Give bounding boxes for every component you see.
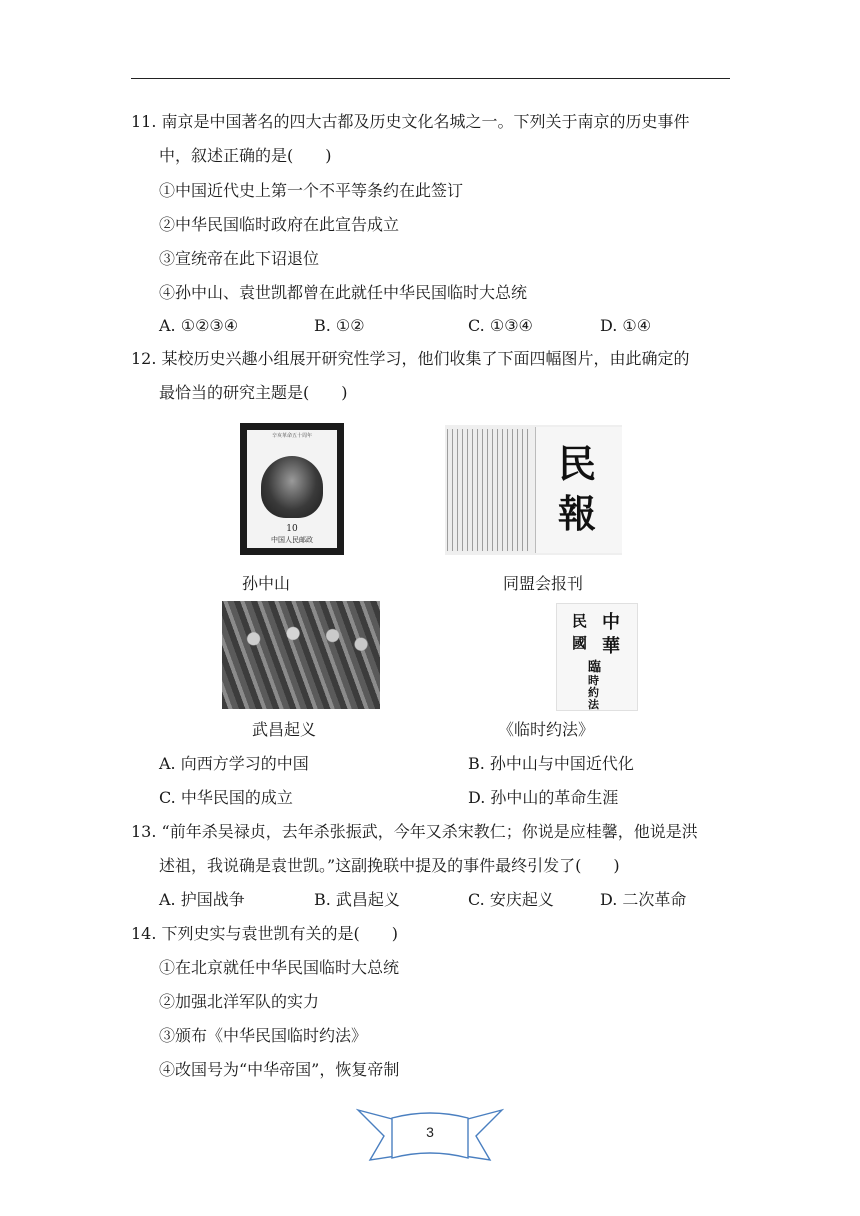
const-char-4: 國 — [572, 634, 588, 652]
q12-option-a: A. 向西方学习的中国 — [159, 754, 309, 773]
q14-stem-line-1: 14. 下列史实与袁世凯有关的是( ) — [131, 924, 399, 943]
q14-item-3: ③颁布《中华民国临时约法》 — [159, 1026, 368, 1045]
q14-item-4: ④改国号为“中华帝国”，恢复帝制 — [159, 1060, 400, 1079]
q11-option-b: B. ①② — [314, 316, 365, 335]
q11-option-c: C. ①③④ — [468, 316, 533, 335]
q11-stem-line-1: 11. 南京是中国著名的四大古都及历史文化名城之一。下列关于南京的历史事件 — [131, 112, 690, 131]
stamp-value: 10 — [286, 524, 298, 534]
const-char-7: 約 — [588, 686, 599, 699]
q14-item-1: ①在北京就任中华民国临时大总统 — [159, 958, 400, 977]
figure-caption-wuchang: 武昌起义 — [252, 720, 317, 739]
q12-stem-line-2: 最恰当的研究主题是( ) — [159, 383, 348, 402]
header-rule — [131, 78, 730, 79]
q11-item-3: ③宣统帝在此下诏退位 — [159, 249, 320, 268]
q13-stem-line-2: 述祖，我说确是袁世凯。”这副挽联中提及的事件最终引发了( ) — [159, 856, 620, 875]
q11-item-2: ②中华民国临时政府在此宣告成立 — [159, 215, 400, 234]
q12-option-c: C. 中华民国的成立 — [159, 788, 293, 807]
q13-option-c: C. 安庆起义 — [468, 890, 554, 909]
q11-item-4: ④孙中山、袁世凯都曾在此就任中华民国临时大总统 — [159, 283, 528, 302]
figure-caption-newspaper: 同盟会报刊 — [503, 574, 584, 593]
q11-option-a: A. ①②③④ — [159, 316, 239, 335]
q11-stem-line-2: 中，叙述正确的是( ) — [159, 146, 332, 165]
sun-yat-sen-stamp-image — [240, 423, 344, 555]
portrait — [261, 456, 323, 518]
wuchang-uprising-relief-image — [222, 601, 380, 709]
q12-stem-line-1: 12. 某校历史兴趣小组展开研究性学习，他们收集了下面四幅图片，由此确定的 — [131, 349, 690, 368]
const-char-3: 民 — [572, 612, 588, 630]
newspaper-text-columns — [447, 429, 529, 551]
page-number: 3 — [426, 1124, 434, 1140]
q13-option-b: B. 武昌起义 — [314, 890, 400, 909]
q11-option-d: D. ①④ — [600, 316, 652, 335]
provisional-constitution-image — [556, 603, 638, 711]
q13-stem-line-1: 13. “前年杀吴禄贞，去年杀张振武，今年又杀宋教仁；你说是应桂馨，他说是洪 — [131, 822, 698, 841]
const-char-6: 時 — [588, 674, 599, 687]
stamp-caption: 辛亥革命五十周年 — [271, 433, 312, 439]
q12-option-b: B. 孙中山与中国近代化 — [468, 754, 634, 773]
q11-item-1: ①中国近代史上第一个不平等条约在此签订 — [159, 181, 464, 200]
tongmenghui-newspaper-image — [445, 425, 622, 555]
newspaper-title-char-1: 民 — [557, 441, 596, 486]
q13-option-d: D. 二次革命 — [600, 890, 687, 909]
q12-option-d: D. 孙中山的革命生涯 — [468, 788, 619, 807]
q14-item-2: ②加强北洋军队的实力 — [159, 992, 320, 1011]
figure-caption-sun-yat-sen: 孙中山 — [242, 574, 291, 593]
const-char-8: 法 — [588, 698, 599, 711]
q13-option-a: A. 护国战争 — [159, 890, 245, 909]
const-char-1: 中 — [602, 612, 620, 633]
stamp-issuer: 中国人民邮政 — [271, 536, 313, 544]
newspaper-title-char-2: 報 — [557, 491, 596, 536]
const-char-5: 臨 — [588, 660, 602, 675]
const-char-2: 華 — [602, 636, 620, 657]
figure-caption-constitution: 《临时约法》 — [498, 720, 595, 739]
